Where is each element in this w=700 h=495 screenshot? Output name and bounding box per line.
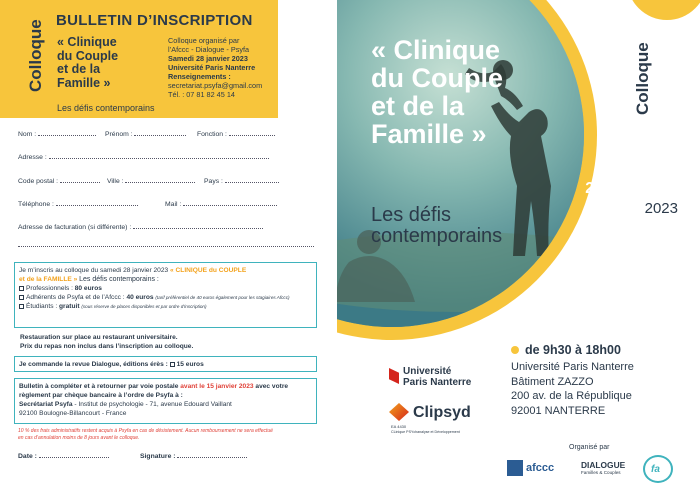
revue-box[interactable]: Je commande la revue Dialogue, éditions érès : 15 euros <box>14 356 317 372</box>
form-title: BULLETIN D’INSCRIPTION <box>56 12 253 29</box>
inscription-box: Je m’inscris au colloque du samedi 28 janvier 2023 « CLINIQUE du COUPLE et de la FAMILLE » Les défis contemporains : Professionnels : 80 euros Adhérents de Psyfa et de l’Afccc : 40 euros (tarif préférentiel de 40 euros également pour les stagiaires Afccc) Étudiants : gratuit (sous réserve de places disponibles et par ordre d’inscription) <box>14 262 317 328</box>
field-ville[interactable]: Ville : <box>107 177 195 185</box>
field-mail[interactable]: Mail : <box>165 200 277 208</box>
field-fonction[interactable]: Fonction : <box>197 130 275 138</box>
option-etudiants[interactable]: Étudiants : gratuit (sous réserve de places disponibles et par ordre d’inscription) <box>19 302 312 311</box>
logo-dialogue: DIALOGUE Familles & Couples <box>581 460 626 475</box>
form-subtitle: « Clinique du Couple et de la Famille » <box>57 35 119 90</box>
checkbox-icon[interactable] <box>19 295 24 300</box>
checkbox-icon[interactable] <box>19 286 24 291</box>
field-telephone[interactable]: Téléphone : <box>18 200 138 208</box>
poster-panel: « Clinique du Couple et de la Famille » Les défis contemporains SAMEDI 28 JANVIER 2023 Colloque de 9h30 à 18h00 Université Paris Nanterre Bâtiment ZAZZO 200 av. de la République 92001 NANTERRE Université Paris Nanterre Clipsyd EA 4430 CLinique PSYchanalyse et Développement Organisé par afccc DIALOGUE Familles & Couples fa <box>337 0 700 495</box>
option-adherents[interactable]: Adhérents de Psyfa et de l’Afccc : 40 euros (tarif préférentiel de 40 euros également pour les stagiaires Afccc) <box>19 293 312 302</box>
poster-title: « Clinique du Couple et de la Famille » <box>371 35 503 149</box>
field-prenom[interactable]: Prénom : <box>105 130 186 138</box>
poster-day: SAMEDI <box>628 160 678 175</box>
colloque-vertical-label: Colloque <box>26 19 45 92</box>
event-hours: de 9h30 à 18h00 <box>511 343 621 357</box>
upn-mark-icon <box>389 368 399 384</box>
clipsyd-mark-icon <box>389 403 409 421</box>
option-professionnels[interactable]: Professionnels : 80 euros <box>19 284 312 293</box>
checkbox-icon[interactable] <box>170 362 175 367</box>
field-signature[interactable]: Signature : <box>140 452 247 460</box>
registration-form-panel <box>0 0 337 495</box>
poster-year: 2023 <box>644 200 678 217</box>
paiement-box: Bulletin à compléter et à retourner par voie postale avant le 15 janvier 2023 avec votre règlement par chèque bancaire à l’ordre de Psyfa à : Secrétariat Psyfa - Institut de psychologie - 71, avenue Edouard Vaillant 92100 Boulogne-Billancourt - France <box>14 378 317 424</box>
yellow-corner <box>627 0 700 20</box>
colloque-vertical-poster: Colloque <box>633 42 652 115</box>
logo-afccc: afccc <box>507 460 565 476</box>
form-defis: Les défis contemporains <box>57 103 155 113</box>
logo-psyfa: fa <box>643 455 673 483</box>
checkbox-icon[interactable] <box>19 304 24 309</box>
field-date[interactable]: Date : <box>18 452 109 460</box>
restauration-info: Restauration sur place au restaurant universitaire. Prix du repas non inclus dans l’inscription au colloque. <box>20 334 194 350</box>
afccc-mark-icon <box>507 460 523 476</box>
bullet-dot-icon <box>511 346 519 354</box>
field-nom[interactable]: Nom : <box>18 130 96 138</box>
poster-date: 28 JANVIER <box>585 180 678 197</box>
poster-defis: Les défis contemporains <box>371 204 503 247</box>
organizer-info: Colloque organisé par l’Afccc - Dialogue - Psyfa Samedi 28 janvier 2023 Université Paris Nanterre Renseignements : secretariat.psyfa@gmail.com Tél. : 07 81 82 45 14 <box>168 36 263 99</box>
facturation-second-line <box>18 246 314 247</box>
conditions-notes: 10 % des frais administratifs restent acquis à Psyfa en cas de désistement. Aucun remboursement ne sera effectué en cas d’annulation moins de 8 jours avant le colloque. <box>18 428 273 441</box>
inscription-line: Je m’inscris au colloque du samedi 28 janvier 2023 « CLINIQUE du COUPLE <box>19 267 247 274</box>
field-pays[interactable]: Pays : <box>204 177 279 185</box>
field-adresse[interactable]: Adresse : <box>18 153 269 161</box>
event-venue: Université Paris Nanterre Bâtiment ZAZZO 200 av. de la République 92001 NANTERRE <box>511 361 634 417</box>
field-code-postal[interactable]: Code postal : <box>18 177 100 185</box>
organise-par-label: Organisé par <box>569 444 610 451</box>
field-facturation[interactable]: Adresse de facturation (si différente) : <box>18 223 263 231</box>
